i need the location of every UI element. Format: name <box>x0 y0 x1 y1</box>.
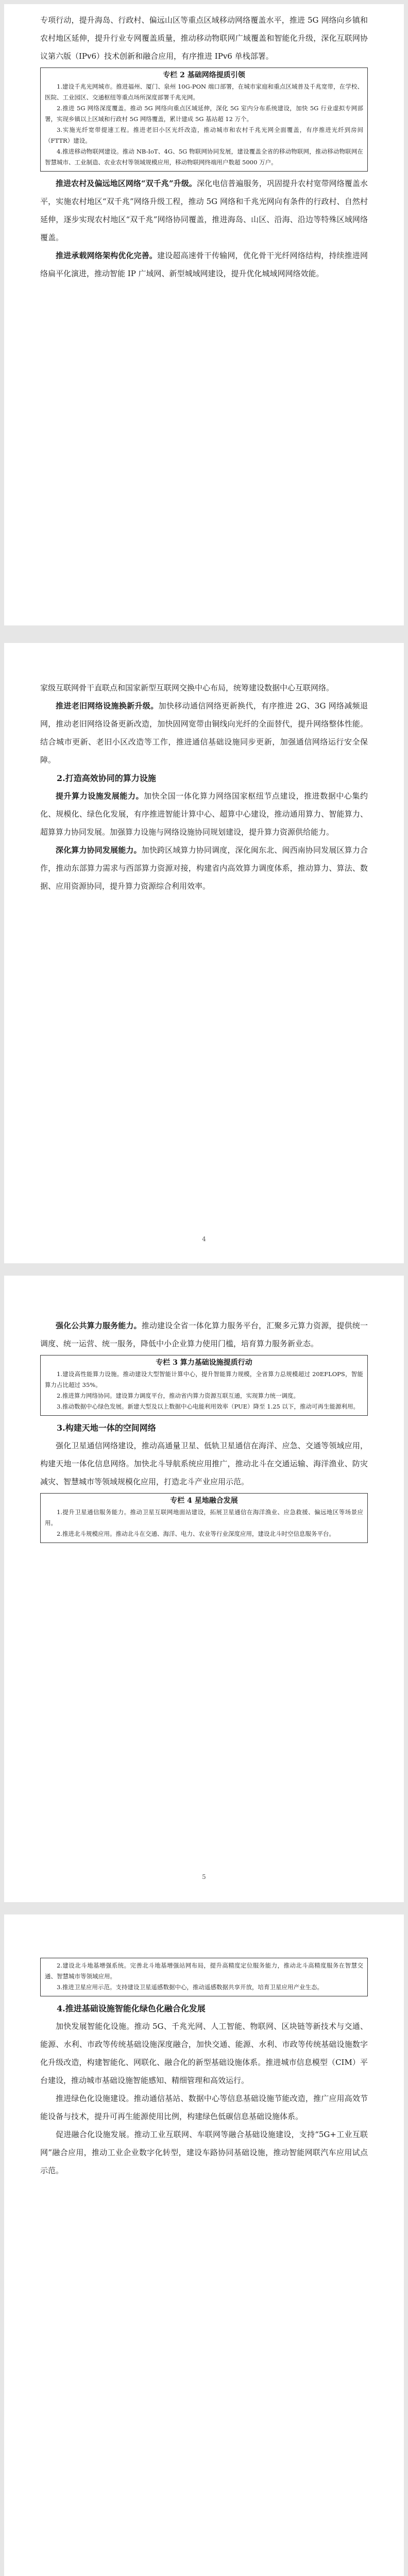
page-number: 5 <box>202 1873 206 1880</box>
paragraph: 推进绿色化设施建设。推动通信基站、数据中心等信息基础设施节能改造，推广应用高效节能设备与技术，提升可再生能源使用比例，构建绿色低碳信息基础设施体系。 <box>40 2094 368 2121</box>
box-title: 专栏 2 基础网络提质引领 <box>163 71 245 79</box>
box-item: 3.推进卫星应用示范。支持建设卫星遥感数据中心，推动遥感数据共享开放，培育卫星应用产业生态。 <box>57 1984 323 1991</box>
paragraph-body: 加快移动通信网络更新换代，有序推进 2G、3G 网络减频退网，推动老旧网络设备更新改造，加快固网宽带由铜线向光纤的全面替代，提升网络整体性能。结合城市更新、老旧小区改造等工作，推进通信基础设施同步更新，加强通信网络运行安全保障。 <box>40 701 368 765</box>
box-title: 专栏 3 算力基础设施提质行动 <box>156 1359 252 1367</box>
box-item: 2.推进北斗规模应用。推动北斗在交通、海洋、电力、农业等行业深度应用，建设北斗时空信息服务平台。 <box>57 1530 335 1537</box>
paragraph: 专项行动，提升海岛、行政村、偏远山区等重点区域移动网络覆盖水平，推进 5G 网络向乡镇和农村地区延伸，提升行业专网覆盖质量，推动移动物联网广域覆盖和智能化升级，深化互联网协议第六版（IPv6）技术创新和融合应用，有序推进 IPv6 单栈部署。 <box>40 15 368 61</box>
box-item: 1.建设高性能算力设施。推动建设大型智能计算中心，提升智能算力规模，全省算力总规模超过 20EFLOPS，智能算力占比超过 35%。 <box>45 1370 363 1388</box>
paragraph <box>40 1317 368 1353</box>
paragraph: 家级互联网骨干直联点和国家新型互联网交换中心布局，统筹建设数据中心互联网络。 <box>40 683 334 692</box>
paragraph-body: 推动建设全省一体化算力服务平台，汇聚多元算力资源，提供统一调度、统一运营、统一服务，降低中小企业算力使用门槛，培育算力服务新业态。 <box>40 1321 368 1348</box>
paragraph <box>40 175 368 247</box>
paragraph-heading: 提升算力设施发展能力。 <box>56 791 144 801</box>
paragraph: 强化卫星通信网络建设，推动高通量卫星、低轨卫星通信在海洋、应急、交通等领域应用，构建天地一体化信息网络。加快北斗导航系统应用推广，推动北斗在交通运输、海洋渔业、防灾减灾、智慧城市等领域规模化应用，打造北斗产业应用示范。 <box>40 1441 368 1486</box>
info-box-continued <box>40 1958 368 1996</box>
paragraph <box>40 787 368 841</box>
box-item: 4.推进移动物联网建设。推动 NB-IoT、4G、5G 物联网协同发展，建设覆盖全省的移动物联网，推动移动物联网在智慧城市、工业制造、农业农村等领域规模应用，移动物联网终端用户数超 5000 万户。 <box>45 148 363 166</box>
document-page-3 <box>4 4 404 625</box>
box-item: 2.推进 5G 网络深度覆盖。推动 5G 网络向重点区域延伸，深化 5G 室内分布系统建设，加快 5G 行业虚拟专网部署，实现乡镇以上区域和行政村 5G 网络覆盖，累计建成 5G 基站超 12 万个。 <box>45 105 363 123</box>
box-item: 3.推动数据中心绿色发展。新建大型及以上数据中心电能利用效率（PUE）降至 1.25 以下，推动可再生能源利用。 <box>57 1403 360 1410</box>
paragraph <box>40 697 368 769</box>
paragraph-body: 建设超高速骨干传输网，优化骨干光纤网络结构，持续推进网络扁平化演进，推动智能 IP 广域网、新型城域网建设，提升优化城域网网络效能。 <box>40 251 368 278</box>
document-page-5 <box>4 1276 404 1902</box>
paragraph-heading: 推进农村及偏远地区网络“双千兆”升级。 <box>56 179 197 188</box>
box-item: 1.提升卫星通信服务能力。推动卫星互联网地面站建设，拓展卫星通信在海洋渔业、应急救援、偏远地区等场景应用。 <box>45 1509 363 1527</box>
paragraph: 加快发展智能化设施。推动 5G、千兆光网、人工智能、物联网、区块链等新技术与交通、能源、水利、市政等传统基础设施深度融合，加快交通、能源、水利、市政等传统基础设施数字化升级改造，构建智能化、网联化、融合化的新型基础设施体系。推进城市信息模型（CIM）平台建设，推动城市基础设施智能感知、精细管理和高效运行。 <box>40 2022 368 2085</box>
paragraph-body: 加快全国一体化算力网络国家枢纽节点建设，推进数据中心集约化、规模化、绿色化发展，有序推进智能计算中心、超算中心建设，推动通用算力、智能算力、超算算力协同发展。加强算力设施与网络设施协同规划建设，提升算力资源供给能力。 <box>40 791 368 837</box>
document-page-4 <box>4 643 404 1263</box>
paragraph: 促进融合化设施发展。推动工业互联网、车联网等融合基础设施建设，支持“5G+工业互联网”融合应用，推动工业企业数字化转型，建设车路协同基础设施，推动智能网联汽车应用试点示范。 <box>40 2130 368 2175</box>
paragraph <box>40 247 368 283</box>
paragraph-heading: 推进老旧网络设施换新升级。 <box>56 701 159 710</box>
box-item: 3.实施光纤宽带提速工程。推进老旧小区光纤改造，推动城市和农村千兆光网全面覆盖，有序推进光纤到房间（FTTR）建设。 <box>45 126 363 144</box>
paragraph-body: 加快跨区域算力协同调度，深化闽东北、闽西南协同发展区算力合作，推动东部算力需求与西部算力资源对接，构建省内高效算力调度体系，推动算力、算法、数据、应用资源协同，提升算力资源综合利用效率。 <box>40 845 368 891</box>
paragraph-heading: 深化算力协同发展能力。 <box>56 845 142 855</box>
paragraph-body: 深化电信普遍服务，巩固提升农村宽带网络覆盖水平，实施农村地区“双千兆”网络升级工程，推动 5G 网络和千兆光网向有条件的行政村、自然村延伸，逐步实现农村地区“双千兆”网络协同覆盖，推进海岛、山区、沿海、沿边等特殊区域网络覆盖。 <box>40 179 368 242</box>
document-page-6 <box>4 1914 404 2576</box>
info-box <box>40 1493 368 1543</box>
paragraph <box>40 841 368 895</box>
section-heading: 3.构建天地一体的空间网络 <box>57 1423 156 1433</box>
paragraph-heading: 强化公共算力服务能力。 <box>56 1321 142 1330</box>
section-heading: 4.推进基础设施智能化绿色化融合化发展 <box>57 2004 206 2013</box>
info-box <box>40 67 368 172</box>
info-box <box>40 1355 368 1416</box>
section-heading: 2.打造高效协同的算力设施 <box>57 773 156 783</box>
box-title: 专栏 4 星地融合发展 <box>170 1497 238 1505</box>
page-number: 4 <box>202 1235 206 1243</box>
box-item: 1.建设千兆光网城市。推进福州、厦门、泉州 10G-PON 端口部署，在城市家庭和重点区域普及千兆宽带，在学校、医院、工业园区、交通枢纽等重点场所深度部署千兆光网。 <box>45 83 363 101</box>
box-item: 2.推进算力网络协同。建设算力调度平台，推动省内算力资源互联互通，实现算力统一调度。 <box>57 1392 299 1399</box>
paragraph-heading: 推进承载网络架构优化完善。 <box>56 251 157 260</box>
box-item: 2.建设北斗地基增强系统。完善北斗地基增强站网布局，提升高精度定位服务能力，推动北斗高精度服务在智慧交通、智慧城市等领域应用。 <box>45 1962 363 1980</box>
